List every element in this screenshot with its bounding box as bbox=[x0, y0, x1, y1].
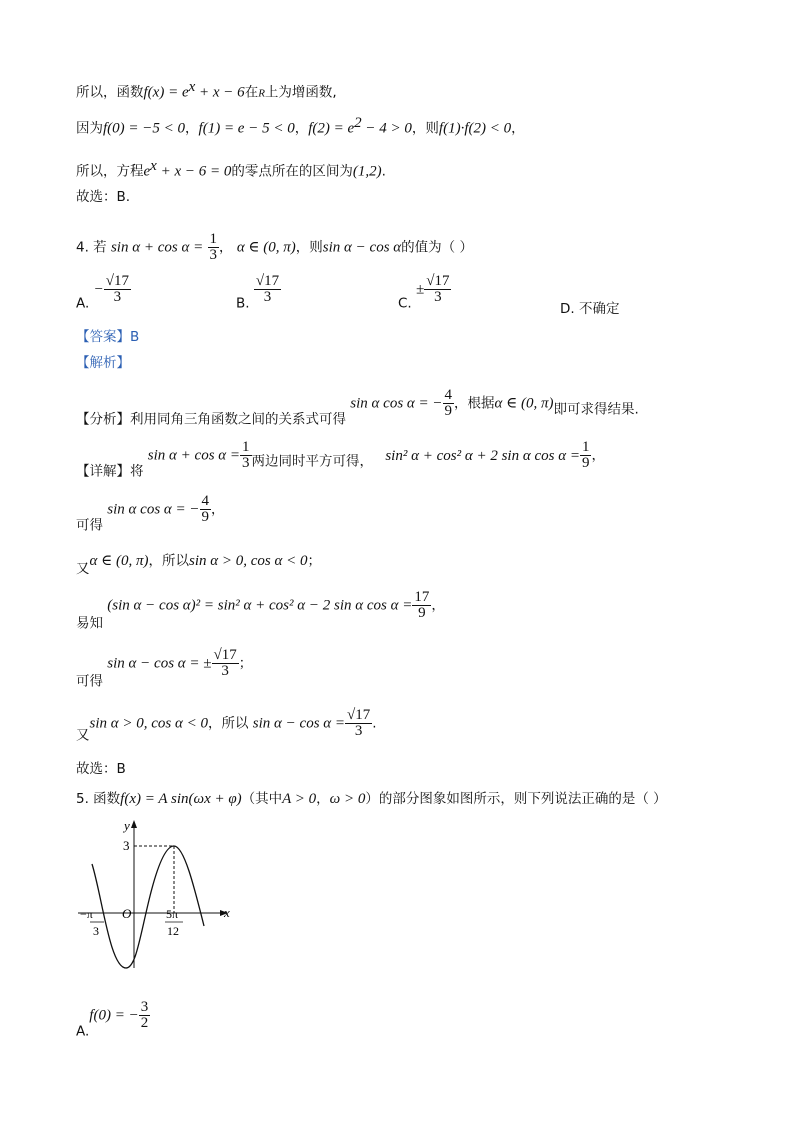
option-c: C. ± $\frac{√17}{3}$ bbox=[398, 273, 450, 312]
x-label: x bbox=[224, 905, 230, 920]
option-a: A. − $\frac{√17}{3}$ bbox=[76, 273, 129, 312]
text-line: 所以，方程$e^x + x - 6 = 0$的零点所在的区间为(1,2). bbox=[76, 158, 386, 180]
neg-pi-den: 3 bbox=[93, 924, 99, 938]
neg-pi-label: −π bbox=[80, 907, 93, 921]
detail-line: 【详解】将 sin α + cos α = $\frac{1}{3}$ 两边同时平方可得， sin² α + cos² α + 2 sin α cos α = $\frac{1}{9}$ ， bbox=[76, 439, 605, 480]
option-b: B. $\frac{√17}{3}$ bbox=[236, 273, 280, 312]
y-label: y bbox=[124, 818, 130, 833]
answer-line: 故选：B. bbox=[76, 189, 131, 205]
step-line: 可得 sin α cos α = − $\frac{4}{9}$ ， bbox=[76, 493, 225, 534]
step-line: 又α ∈ (0, π)，所以sin α > 0, cos α < 0； bbox=[76, 553, 321, 577]
max-label: 3 bbox=[123, 838, 130, 853]
q5-option-a: A.f(0) = − $\frac{3}{2}$ bbox=[76, 999, 149, 1040]
step-line: 又sin α > 0, cos α < 0，所以 sin α − cos α = $\frac{√17}{3}$ . bbox=[76, 707, 377, 744]
five-pi-label: 5π bbox=[166, 907, 179, 921]
function-graph bbox=[76, 816, 236, 976]
fraction: $\frac{1}{3}$ bbox=[209, 231, 218, 263]
y-axis-arrow bbox=[131, 820, 137, 828]
five-pi-den: 12 bbox=[167, 924, 179, 938]
option-d: D. 不确定 bbox=[560, 301, 620, 317]
answer-line: 故选：B bbox=[76, 761, 126, 777]
analysis-tag: 【解析】 bbox=[76, 355, 130, 371]
text-line: 所以，函数$f(x) = e^x + x - 6$在R上为增函数, bbox=[76, 79, 337, 101]
analysis-line: 【分析】利用同角三角函数之间的关系式可得 sin α cos α = − $\frac{4}{9}$ ，根据α ∈ (0, π)即可求得结果. bbox=[76, 387, 639, 428]
question-5: 5. 函数f(x) = A sin(ωx + φ)（其中A > 0，ω > 0）的部分图象如图所示，则下列说法正确的是（ ） bbox=[76, 791, 667, 807]
step-line: 易知 (sin α − cos α)² = sin² α + cos² α − 2 sin α cos α = $\frac{17}{9}$ ， bbox=[76, 589, 445, 632]
answer-tag: 【答案】B bbox=[76, 329, 140, 345]
origin-label: O bbox=[122, 906, 132, 921]
sine-curve bbox=[92, 846, 204, 968]
step-line: 可得 sin α − cos α = ± $\frac{√17}{3}$ ； bbox=[76, 647, 253, 690]
text-line: 因为f(0) = −5 < 0，f(1) = e − 5 < 0，$f(2) = e^2 - 4 > 0$，则f(1)·f(2) < 0， bbox=[76, 115, 525, 137]
question-4: 4. 若 sin α + cos α = $\frac{1}{3}$ ， α ∈ (0, π)，则sin α − cos α的值为（ ） bbox=[76, 231, 473, 263]
